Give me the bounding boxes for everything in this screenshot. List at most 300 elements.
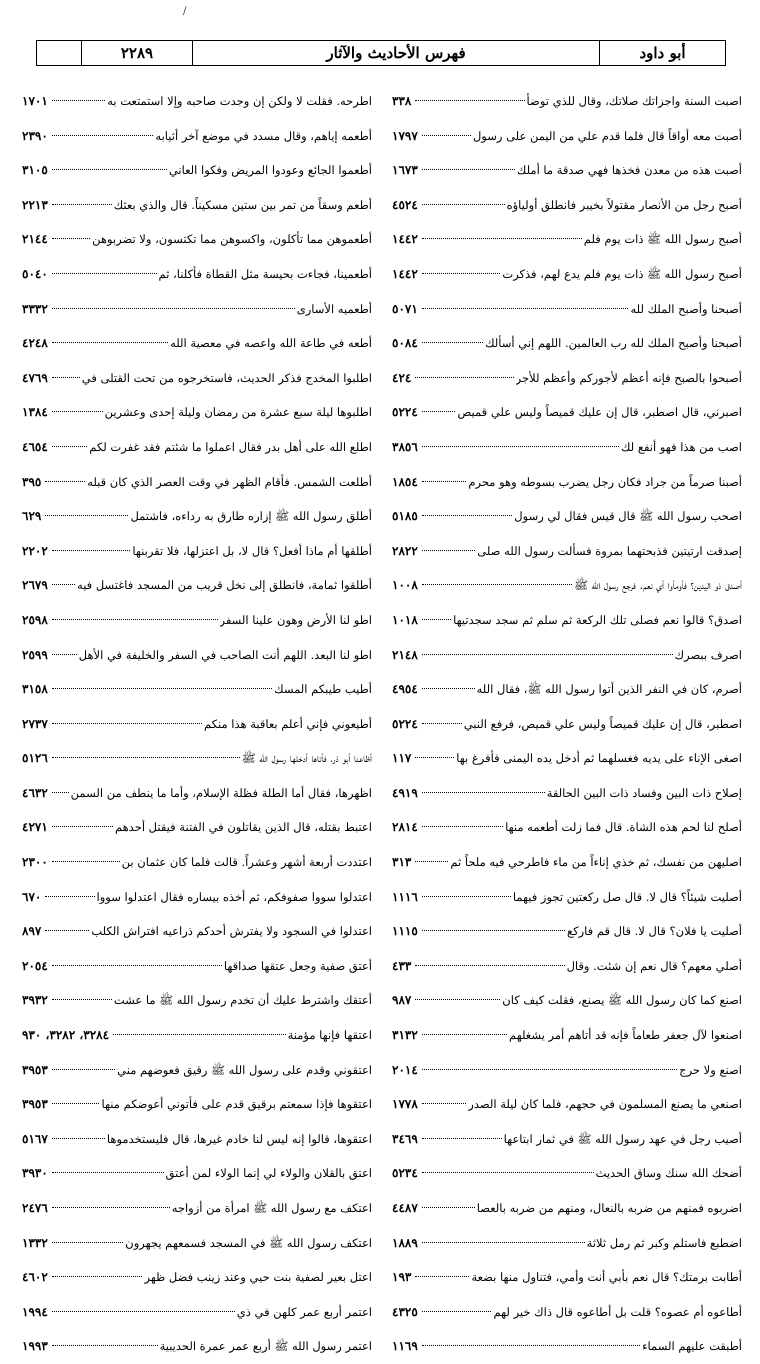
dot-leader [422, 273, 501, 274]
entry-hadith-text: اعتدلوا سووا صفوفكم، ثم أخذه بيساره فقال اعتدلوا سووا [96, 889, 372, 904]
entry-hadith-text: أصبت معه أواقاً قال فلما قدم علي من اليمن على رسول [472, 128, 742, 143]
dot-leader [422, 654, 673, 655]
index-entry [392, 1295, 742, 1330]
entry-reference-number: ٢٠١٤ [392, 1062, 418, 1077]
entry-reference-number: ٢٣٠٠ [22, 855, 48, 870]
entry-reference-number: ٢٤٧٦ [22, 1201, 48, 1215]
entry-reference-number: ٣٣٣٢ [22, 301, 48, 316]
entry-reference-number: ١٤٤٢ [392, 266, 418, 281]
entry-reference-number: ١٨٥٤ [392, 474, 418, 489]
right-column [392, 84, 742, 1364]
index-entry [22, 914, 372, 949]
entry-reference-number: ١٠٠٨ [392, 578, 418, 593]
dot-leader [422, 238, 582, 239]
index-entry [22, 188, 372, 223]
entry-reference-number: ٤٩١٩ [392, 785, 418, 800]
entry-reference-number: ١١٧ [392, 751, 412, 766]
index-entry [392, 914, 742, 949]
entry-reference-number: ١٤٤٢ [392, 232, 418, 247]
index-entry [392, 1122, 742, 1157]
index-entry [22, 395, 372, 430]
entry-reference-number: ٢١٤٤ [22, 232, 48, 247]
entry-reference-number: ٢٢٠٢ [22, 543, 48, 558]
index-entry [22, 603, 372, 638]
index-entry [392, 153, 742, 188]
entry-hadith-text: أصبت هذه من معدن فخذها فهي صدقة ما أملك [516, 163, 742, 178]
dot-leader [52, 1103, 100, 1104]
dot-leader [52, 792, 69, 793]
page-header [36, 40, 726, 66]
entry-hadith-text: أطاعوه أم عصوه؟ قلت بل أطاعوه قال ذاك خير لهم [493, 1304, 742, 1319]
entry-reference-number: ١١٦٩ [392, 1339, 418, 1354]
entry-reference-number: ٤٧٦٩ [22, 370, 48, 385]
entry-hadith-text: أطلعت الشمس. فأقام الظهر في وقت العصر الذي كان قبله [87, 474, 372, 489]
index-entry [392, 292, 742, 327]
entry-hadith-text: أصبح رسول الله ﷺ ذات يوم فلم [583, 232, 742, 247]
entry-hadith-text: اعتل بعير لصفية بنت حيي وعند زينب فضل ظهر [144, 1270, 372, 1285]
index-entry [392, 776, 742, 811]
entry-hadith-text: أطعمه إياهم، وقال مسدد في موضع آخر أثيابه [155, 128, 372, 143]
entry-reference-number: ٤٣٣ [392, 958, 412, 973]
entry-reference-number: ١٣٨٤ [22, 405, 48, 420]
dot-leader [52, 1138, 105, 1139]
dot-leader [422, 1172, 594, 1173]
index-entry [22, 153, 372, 188]
index-entry [392, 638, 742, 673]
entry-reference-number: ٤٦٣٢ [22, 785, 48, 800]
entry-reference-number: ١٩٩٤ [22, 1304, 48, 1319]
entry-hadith-text: اصحب رسول الله ﷺ قال قيس فقال لي رسول [514, 509, 742, 524]
entry-hadith-text: اعتق بالقلان والولاء لي إنما الولاء لمن أعتق [165, 1166, 372, 1181]
entry-hadith-text: اصرف ببصرك [674, 647, 742, 662]
dot-leader [422, 1207, 475, 1208]
index-entry [22, 222, 372, 257]
entry-reference-number: ٥٢٣٤ [392, 1166, 418, 1181]
entry-reference-number: ٣٤٦٩ [392, 1131, 418, 1146]
index-entry [392, 430, 742, 465]
dot-leader [415, 377, 513, 378]
dot-leader [422, 896, 511, 897]
dot-leader [52, 619, 218, 620]
index-entry [392, 257, 742, 292]
entry-hadith-text: أصلح لنا لحم هذه الشاة. قال فما زلت أطعمه منها [505, 820, 742, 835]
entry-hadith-text: أطيعوني فإني أعلم بعاقبة هذا منكم [204, 716, 372, 731]
index-entry [392, 1053, 742, 1088]
entry-reference-number: ٢٨١٤ [392, 820, 418, 835]
entry-reference-number: ٥١٢٦ [22, 751, 48, 766]
entry-reference-number: ٥٠٨٤ [392, 336, 418, 351]
entry-reference-number: ٤٢٧١ [22, 820, 48, 835]
entry-reference-number: ١٩٩٣ [22, 1339, 48, 1354]
entry-reference-number: ٩٨٧ [392, 993, 412, 1008]
entry-reference-number: ٦٢٩ [22, 509, 42, 524]
entry-hadith-text: اصبرني، قال اصطبر، قال إن عليك قميصاً وليس علي قميص [457, 405, 742, 420]
entry-hadith-text: اصب من هذا فهو أنفع لك [620, 439, 742, 454]
dot-leader [52, 238, 90, 239]
index-entry [22, 845, 372, 880]
entry-reference-number: ٢١٤٨ [392, 647, 418, 662]
entry-hadith-text: اصبت السنة واجزاتك صلاتك، وقال للذي توضأ [526, 94, 742, 108]
index-entry [392, 707, 742, 742]
entry-hadith-text: أطعمينا، فجاءت بحيسة مثل القطاة فأكلنا، ثم [158, 266, 372, 281]
entry-hadith-text: اعتقوها فإذا سمعتم برقيق قدم على فأتوني أعوضكم منها [101, 1097, 372, 1112]
index-entry [22, 1329, 372, 1364]
entry-reference-number: ١٠١٨ [392, 612, 418, 627]
index-entry [392, 222, 742, 257]
entry-hadith-text: اطو لنا الأرض وهون علينا السفر [219, 612, 372, 627]
entry-reference-number: ٥١٨٥ [392, 509, 418, 524]
entry-reference-number: ٢٧٣٧ [22, 716, 48, 731]
entry-reference-number: ٣١٠٥ [22, 163, 48, 178]
index-entry [392, 1226, 742, 1261]
entry-reference-number: ٢٥٩٩ [22, 647, 48, 662]
index-entry [22, 430, 372, 465]
dot-leader [52, 688, 272, 689]
entry-hadith-text: أعتق صفية وجعل عتقها صداقها [223, 958, 372, 973]
entry-hadith-text: أطعم وسقاً من تمر بين ستين مسكيناً. قال والذي بعثك [113, 197, 372, 212]
dot-leader [415, 965, 564, 966]
index-entry [22, 1226, 372, 1261]
entry-reference-number: ٥١٦٧ [22, 1131, 48, 1146]
dot-leader [422, 688, 475, 689]
entry-hadith-text: أطلق رسول الله ﷺ إزاره طارق به رداءه، فاشتمل [130, 509, 372, 524]
entry-reference-number: ٣٩٥٣ [22, 1062, 48, 1077]
entry-hadith-text: اطلبوها ليلة سبع عشرة من رمضان وليلة إحدى وعشرين [104, 405, 372, 420]
entry-hadith-text: اعتكف رسول الله ﷺ في المسجد فسمعهم يجهرون [125, 1235, 372, 1250]
index-entry [22, 361, 372, 396]
entry-hadith-text: اصدق؟ قالوا نعم فصلى تلك الركعة ثم سلم ثم سجد سجدتيها [453, 612, 742, 627]
entry-reference-number: ٤٩٥٤ [392, 682, 418, 697]
entry-reference-number: ٥٠٤٠ [22, 266, 48, 281]
entry-hadith-text: اعتقها فإنها مؤمنة [287, 1028, 372, 1043]
entry-reference-number: ٤٦٠٢ [22, 1270, 48, 1285]
index-entry [392, 188, 742, 223]
index-entry [22, 534, 372, 569]
entry-reference-number: ٢٦٧٩ [22, 578, 48, 593]
dot-leader [52, 550, 131, 551]
dot-leader [52, 204, 112, 205]
dot-leader [52, 757, 240, 758]
entry-reference-number: ٢٣٩٠ [22, 128, 48, 143]
dot-leader [52, 411, 103, 412]
entry-reference-number: ٤٢٤٨ [22, 336, 48, 351]
entry-hadith-text: اصغى الإناء على يديه فغسلهما ثم أدخل يده اليمنى فأفرغ بها [456, 751, 742, 766]
entry-reference-number: ٣٨٥٦ [392, 439, 418, 454]
entry-hadith-text: أصبنا صرماً من جراد فكان رجل يضرب بسوطه وهو محرم [468, 474, 742, 489]
entry-reference-number: ١٧٩٧ [392, 128, 418, 143]
dot-leader [422, 584, 572, 585]
index-entry [22, 326, 372, 361]
dot-leader [52, 861, 120, 862]
entry-hadith-text: اطلع الله على أهل بدر فقال اعملوا ما شئتم فقد غفرت لكم [89, 439, 372, 454]
left-column [22, 84, 372, 1364]
dot-leader [415, 757, 454, 758]
dot-leader [52, 1207, 170, 1208]
dot-leader [113, 1034, 286, 1035]
entry-reference-number: ١٩٣ [392, 1270, 412, 1285]
index-entry [392, 672, 742, 707]
dot-leader [52, 584, 75, 585]
entry-reference-number: ٤٣٢٥ [392, 1304, 418, 1319]
dot-leader [422, 411, 456, 412]
entry-reference-number: ١٦٧٣ [392, 163, 418, 178]
entry-reference-number: ٥٠٧١ [392, 301, 418, 316]
dot-leader [422, 446, 619, 447]
index-entry [392, 465, 742, 500]
dot-leader [52, 308, 295, 309]
entry-hadith-text: اظهرها، فقال أما الطلة فظلة الإسلام، وأما ما ينطف من السمن [70, 785, 372, 800]
index-entry [22, 84, 372, 119]
index-entry [392, 1329, 742, 1364]
entry-hadith-text: أضحك الله سنك وساق الحديث [595, 1166, 742, 1181]
index-columns [22, 84, 742, 1364]
dot-leader [415, 861, 448, 862]
entry-reference-number: ٢٨٢٢ [392, 543, 418, 558]
entry-hadith-text: أطيب طيبكم المسك [274, 682, 372, 697]
dot-leader [52, 999, 112, 1000]
entry-reference-number: ٤٦٥٤ [22, 439, 48, 454]
dot-leader [422, 1138, 502, 1139]
entry-hadith-text: أصدق ذو اليدين؟ فأومأوا أي نعم. فرجع رسول الله ﷺ [574, 578, 742, 593]
dot-leader [422, 1034, 507, 1035]
entry-reference-number: ٣٣٨ [392, 94, 412, 108]
entry-hadith-text: أظاعنا أبو ذر، فأتاها أدخلها رسول الله ﷺ [241, 751, 372, 766]
index-entry [22, 119, 372, 154]
entry-hadith-text: اعتقوها، قالوا إنه ليس لنا خادم غيرها، قال فليستخدموها [106, 1131, 372, 1146]
entry-hadith-text: اعتمر أربع عمر كلهن في ذي [236, 1304, 372, 1319]
dot-leader [415, 100, 524, 101]
dot-leader [422, 550, 476, 551]
index-entry [22, 1018, 372, 1053]
dot-leader [422, 619, 451, 620]
entry-hadith-text: أصبحنا وأصبح الملك لله [630, 301, 742, 316]
entry-reference-number: ٣٢٨٤، ٣٢٨٢، ٩٣٠ [22, 1028, 110, 1043]
dot-leader [52, 273, 157, 274]
entry-hadith-text: أصيب رجل في عهد رسول الله ﷺ في ثمار ابتاعها [503, 1131, 742, 1146]
dot-leader [415, 1276, 469, 1277]
entry-hadith-text: أطلقوا ثمامة، فانطلق إلى نخل قريب من المسجد فاغتسل فيه [77, 578, 372, 593]
dot-leader [422, 792, 545, 793]
index-entry [22, 257, 372, 292]
dot-leader [52, 1242, 123, 1243]
page-number: ٢٢٨٩ [82, 41, 193, 65]
dot-leader [52, 135, 154, 136]
index-entry [22, 1295, 372, 1330]
entry-reference-number: ٢٠٥٤ [22, 958, 48, 973]
entry-reference-number: ٣٩٥ [22, 474, 42, 489]
entry-hadith-text: اصنع كما كان رسول الله ﷺ يصنع، فقلت كيف كان [502, 993, 742, 1008]
index-entry [392, 983, 742, 1018]
entry-reference-number: ٥٢٢٤ [392, 405, 418, 420]
index-entry [392, 534, 742, 569]
entry-reference-number: ١١١٥ [392, 924, 418, 939]
dot-leader [52, 1069, 115, 1070]
index-entry [392, 361, 742, 396]
index-entry [22, 1053, 372, 1088]
entry-hadith-text: اصنعوا لآل جعفر طعاماً فإنه قد أتاهم أمر يشغلهم [509, 1028, 742, 1043]
dot-leader [52, 446, 87, 447]
index-entry [392, 845, 742, 880]
dot-leader [422, 930, 565, 931]
dot-leader [422, 1069, 677, 1070]
index-entry [22, 1156, 372, 1191]
entry-hadith-text: أصلي معهم؟ قال نعم إن شئت. وقال [566, 958, 742, 973]
entry-hadith-text: أطعه في طاعة الله واعصه في معصية الله [170, 336, 372, 351]
dot-leader [422, 342, 483, 343]
dot-leader [52, 100, 105, 101]
index-entry [22, 1260, 372, 1295]
entry-hadith-text: اطرحه. فقلت لا ولكن إن وجدت صاحبه وإلا استمتعت به [107, 94, 372, 108]
section-title: فهرس الأحاديث والآثار [193, 41, 600, 65]
index-entry [22, 568, 372, 603]
dot-leader [422, 515, 513, 516]
entry-hadith-text: اعتقوني وقدم على رسول الله ﷺ رقيق فعوضهم مني [117, 1062, 372, 1077]
dot-leader [52, 169, 167, 170]
entry-hadith-text: اصطبر، قال إن عليك قميصاً وليس علي قميص، فرفع النبي [463, 716, 742, 731]
dot-leader [52, 654, 77, 655]
header-blank-cell [37, 41, 82, 65]
index-entry [392, 880, 742, 915]
dot-leader [52, 1345, 158, 1346]
index-entry [22, 983, 372, 1018]
entry-reference-number: ٦٧٠ [22, 889, 42, 904]
dot-leader [45, 930, 89, 931]
index-entry [392, 326, 742, 361]
entry-hadith-text: اعتبط بقتله، قال الذين يقاتلون في الفتنة فيقتل أحدهم [114, 820, 372, 835]
entry-hadith-text: اطلبوا المخدج فذكر الحديث، فاستخرجوه من تحت القتلى في [81, 370, 372, 385]
index-entry [392, 1191, 742, 1226]
index-entry [22, 880, 372, 915]
dot-leader [52, 1276, 143, 1277]
entry-hadith-text: اصنع ولا حرج [679, 1062, 742, 1077]
index-entry [392, 603, 742, 638]
index-entry [392, 1018, 742, 1053]
entry-reference-number: ١٧٧٨ [392, 1097, 418, 1112]
entry-hadith-text: اعتكف مع رسول الله ﷺ امرأة من أزواجه [171, 1201, 372, 1215]
dot-leader [45, 896, 94, 897]
dot-leader [52, 1172, 164, 1173]
dot-leader [422, 135, 471, 136]
index-entry [22, 949, 372, 984]
entry-reference-number: ٣١٥٨ [22, 682, 48, 697]
index-entry [22, 707, 372, 742]
entry-reference-number: ٢٥٩٨ [22, 612, 48, 627]
dot-leader [52, 826, 113, 827]
index-entry [392, 949, 742, 984]
entry-reference-number: ٤٤٨٧ [392, 1201, 418, 1215]
dot-leader [422, 1345, 640, 1346]
dot-leader [52, 377, 80, 378]
entry-reference-number: ٣٩٣٢ [22, 993, 48, 1008]
dot-leader [422, 169, 515, 170]
book-title: أبو داود [639, 44, 686, 62]
dot-leader [45, 515, 128, 516]
dot-leader [52, 1311, 235, 1312]
entry-hadith-text: اضطبع فاستلم وكبر ثم رمل ثلاثة [586, 1235, 742, 1250]
index-entry [22, 292, 372, 327]
entry-hadith-text: أصليت يا فلان؟ قال لا. قال قم فاركع [567, 924, 742, 939]
index-entry [22, 672, 372, 707]
entry-reference-number: ٣١٣٢ [392, 1028, 418, 1043]
entry-reference-number: ٣٩٥٣ [22, 1097, 48, 1112]
index-entry [22, 776, 372, 811]
index-entry [392, 568, 742, 603]
index-entry [22, 1191, 372, 1226]
entry-reference-number: ١٣٣٢ [22, 1235, 48, 1250]
entry-reference-number: ٨٩٧ [22, 924, 42, 939]
entry-hadith-text: أطعموهن مما تأكلون، واكسوهن مما تكتسون، ولا تضربوهن [92, 232, 372, 247]
entry-hadith-text: اضربوه فمنهم من ضربه بالنعال، ومنهم من ضربه بالعصا [476, 1201, 742, 1215]
index-entry [392, 395, 742, 430]
entry-hadith-text: أطعموا الجائع وعودوا المريض وفكوا العاني [168, 163, 372, 178]
entry-reference-number: ١٨٨٩ [392, 1235, 418, 1250]
entry-hadith-text: اطو لنا البعد. اللهم أنت الصاحب في السفر والخليفة في الأهل [78, 647, 372, 662]
entry-hadith-text: أطلقها أم ماذا أفعل؟ قال لا، بل اعتزلها، فلا تقربنها [132, 543, 372, 558]
dot-leader [422, 826, 503, 827]
entry-hadith-text: اصنعي ما يصنع المسلمون في حجهم، فلما كان ليلة الصدر [468, 1097, 742, 1112]
entry-reference-number: ٤٥٢٤ [392, 197, 418, 212]
entry-reference-number: ٣٩٣٠ [22, 1166, 48, 1181]
dot-leader [415, 999, 500, 1000]
index-entry [22, 810, 372, 845]
entry-reference-number: ٥٢٢٤ [392, 716, 418, 731]
dot-leader [422, 1311, 492, 1312]
index-entry [392, 1260, 742, 1295]
entry-hadith-text: أطعميه الأسارى [296, 301, 372, 316]
entry-hadith-text: أطبقت عليهم السماء [642, 1339, 742, 1354]
index-entry [22, 1122, 372, 1157]
entry-hadith-text: أصرم، كان في النفر الذين أتوا رسول الله ﷺ، فقال الله [476, 682, 742, 697]
margin-mark: / [183, 6, 187, 17]
entry-hadith-text: أطابت برمتك؟ قال نعم بأبي أنت وأمي، فتناول منها بضعة [471, 1270, 742, 1285]
index-entry [392, 499, 742, 534]
entry-reference-number: ٣١٣ [392, 855, 412, 870]
dot-leader [422, 308, 629, 309]
entry-hadith-text: اعتددت أربعة أشهر وعشراً. قالت فلما كان عثمان بن [121, 855, 372, 870]
dot-leader [422, 1103, 467, 1104]
entry-hadith-text: اعتدلوا في السجود ولا يفترش أحدكم ذراعيه افتراش الكلب [91, 924, 372, 939]
dot-leader [52, 342, 168, 343]
entry-hadith-text: أصبح رسول الله ﷺ ذات يوم فلم يدع لهم، فذكرت [502, 266, 742, 281]
index-entry [392, 119, 742, 154]
entry-hadith-text: أصبح رجل من الأنصار مقتولاً بخيبر فانطلق أولياؤه [506, 197, 742, 212]
entry-reference-number: ٤٢٤ [392, 370, 412, 385]
dot-leader [422, 481, 467, 482]
entry-hadith-text: أعتقك واشترط عليك أن تخدم رسول الله ﷺ ما عشت [113, 993, 372, 1008]
dot-leader [52, 965, 222, 966]
dot-leader [422, 723, 462, 724]
entry-reference-number: ٢٢١٣ [22, 197, 48, 212]
index-entry [392, 741, 742, 776]
index-entry [22, 741, 372, 776]
entry-hadith-text: اصليهن من نفسك، ثم خذي إناءاً من ماء فاطرحي فيه ملحاً ثم [450, 855, 742, 870]
entry-hadith-text: أصبحوا بالصبح فإنه أعظم لأجوركم وأعظم للأجر [515, 370, 742, 385]
entry-reference-number: ١١١٦ [392, 889, 418, 904]
index-entry [392, 810, 742, 845]
dot-leader [422, 1242, 585, 1243]
index-entry [22, 465, 372, 500]
index-entry [22, 499, 372, 534]
entry-hadith-text: اعتمر رسول الله ﷺ أربع عمر عمرة الحديبية [159, 1339, 372, 1354]
index-entry [22, 638, 372, 673]
index-entry [392, 84, 742, 119]
entry-reference-number: ١٧٠١ [22, 94, 48, 108]
entry-hadith-text: إصدقت ارتيتين فذبحتهما بمروة فسألت رسول الله صلى [477, 543, 742, 558]
dot-leader [52, 723, 202, 724]
index-entry [392, 1156, 742, 1191]
entry-hadith-text: أصبحنا وأصبح الملك لله رب العالمين. اللهم إني أسألك [485, 336, 742, 351]
entry-hadith-text: إصلاح ذات البين وفساد ذات البين الحالقة [546, 785, 742, 800]
